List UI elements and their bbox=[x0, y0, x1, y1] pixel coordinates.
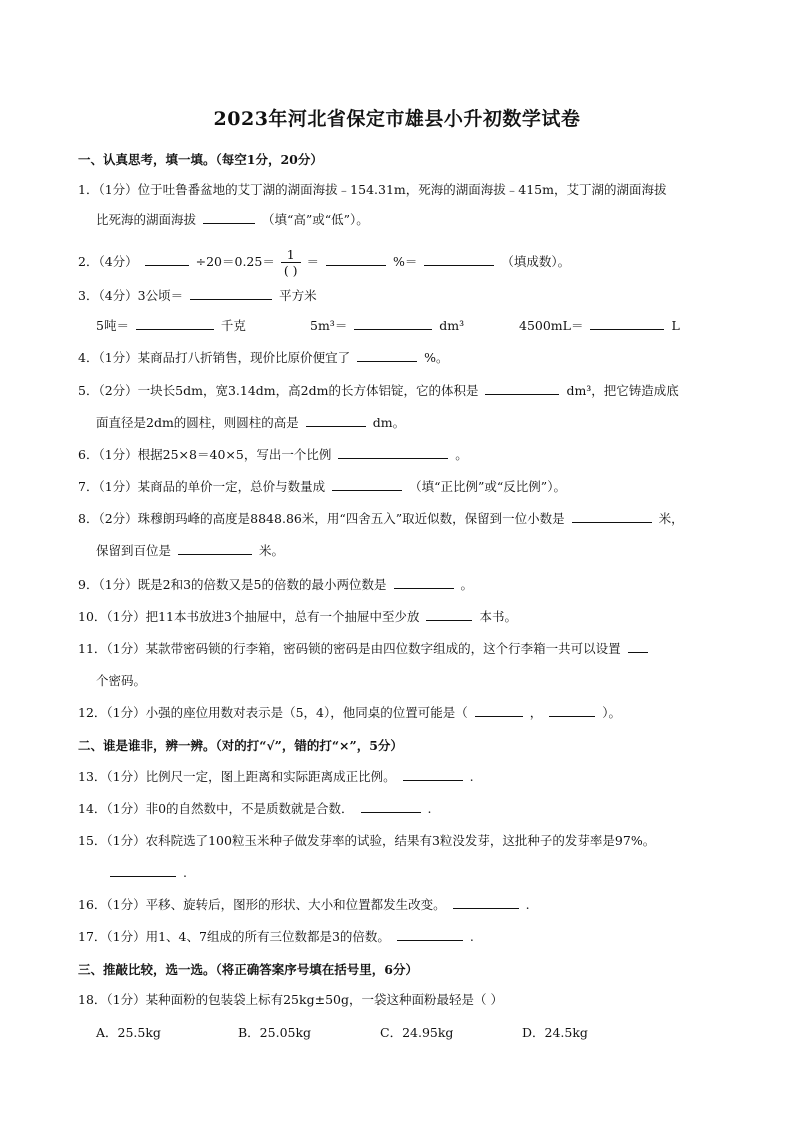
option-d[interactable]: D．24.5kg bbox=[522, 1025, 588, 1040]
question-18: 18．（1分）某种面粉的包装袋上标有25kg±50g，一袋这种面粉最轻是（ ） bbox=[78, 992, 503, 1007]
answer-blank[interactable] bbox=[110, 864, 176, 877]
answer-blank[interactable] bbox=[397, 928, 463, 941]
question-11-line-1: 11．（1分）某款带密码锁的行李箱，密码锁的密码是由四位数字组成的，这个行李箱一共可以设置 bbox=[78, 640, 651, 658]
answer-blank[interactable] bbox=[136, 317, 214, 330]
fraction: $\frac{1}{( )}$ bbox=[281, 247, 301, 278]
question-12: 12．（1分）小强的座位用数对表示是（5，4），他同桌的位置可能是（ ， ）。 bbox=[78, 705, 621, 720]
answer-blank[interactable] bbox=[145, 253, 189, 266]
question-8-line-1: 8．（2分）珠穆朗玛峰的高度是8848.86米，用“四舍五入”取近似数，保留到一位小数是 米， bbox=[78, 511, 684, 526]
answer-blank[interactable] bbox=[453, 896, 519, 909]
answer-blank[interactable] bbox=[475, 704, 523, 717]
answer-blank[interactable] bbox=[403, 768, 463, 781]
answer-blank[interactable] bbox=[361, 800, 421, 813]
question-11-line-2: 个密码。 bbox=[96, 673, 147, 688]
question-1-line-2: 比死海的湖面海拔 （填“高”或“低”）。 bbox=[96, 212, 369, 227]
page-title: 2023年河北省保定市雄县小升初数学试卷 bbox=[213, 108, 581, 130]
section-3-heading: 三、推敲比较，选一选。（将正确答案序号填在括号里，6分） bbox=[78, 962, 418, 977]
question-5-line-2: 面直径是2dm的圆柱，则圆柱的高是 dm。 bbox=[96, 415, 406, 430]
question-1-line-1: 1．（1分）位于吐鲁番盆地的艾丁湖的湖面海拔﹣154.31m，死海的湖面海拔﹣415m，艾丁湖的湖面海拔 bbox=[78, 182, 667, 197]
question-14: 14．（1分）非0的自然数中，不是质数就是合数． . bbox=[78, 801, 432, 816]
question-16: 16．（1分）平移、旋转后，图形的形状、大小和位置都发生改变。 . bbox=[78, 897, 530, 912]
question-5-line-1: 5．（2分）一块长5dm，宽3.14dm，高2dm的长方体铝锭，它的体积是 dm³，把它铸造成底 bbox=[78, 383, 679, 398]
answer-blank[interactable] bbox=[306, 414, 366, 427]
answer-blank[interactable] bbox=[326, 253, 386, 266]
answer-blank[interactable] bbox=[628, 640, 648, 653]
section-1-heading: 一、认真思考，填一填。（每空1分，20分） bbox=[78, 152, 323, 167]
option-b[interactable]: B．25.05kg bbox=[238, 1025, 312, 1040]
answer-blank[interactable] bbox=[394, 576, 454, 589]
question-3-part-1: 5吨＝ 千克 bbox=[96, 318, 246, 333]
answer-blank[interactable] bbox=[178, 542, 252, 555]
answer-blank[interactable] bbox=[426, 608, 472, 621]
question-3: 3．（4分）3公顷＝ 平方米 bbox=[78, 288, 317, 303]
answer-blank[interactable] bbox=[203, 211, 255, 224]
question-18-options bbox=[96, 1024, 664, 1042]
option-c[interactable]: C．24.95kg bbox=[380, 1025, 454, 1040]
answer-blank[interactable] bbox=[424, 253, 494, 266]
answer-blank[interactable] bbox=[354, 317, 432, 330]
question-15-line-1: 15．（1分）农科院选了100粒玉米种子做发芽率的试验，结果有3粒没发芽，这批种子的发芽率是97%。 bbox=[78, 833, 656, 848]
answer-blank[interactable] bbox=[549, 704, 595, 717]
answer-blank[interactable] bbox=[485, 382, 559, 395]
question-4: 4．（1分）某商品打八折销售，现价比原价便宜了 %。 bbox=[78, 350, 449, 365]
question-7: 7．（1分）某商品的单价一定，总价与数量成 （填“正比例”或“反比例”）。 bbox=[78, 479, 566, 494]
question-17: 17．（1分）用1、4、7组成的所有三位数都是3的倍数。 . bbox=[78, 929, 474, 944]
answer-blank[interactable] bbox=[332, 478, 402, 491]
answer-blank[interactable] bbox=[190, 287, 272, 300]
question-10: 10．（1分）把11本书放进3个抽屉中，总有一个抽屉中至少放 本书。 bbox=[78, 609, 517, 624]
section-2-heading: 二、谁是谁非，辨一辨。（对的打“√”，错的打“×”，5分） bbox=[78, 738, 403, 753]
question-9: 9．（1分）既是2和3的倍数又是5的倍数的最小两位数是 。 bbox=[78, 577, 473, 592]
option-a[interactable]: A．25.5kg bbox=[96, 1025, 161, 1040]
question-8-line-2: 保留到百位是 米。 bbox=[96, 543, 284, 558]
question-3-part-2: 5m³＝ dm³ bbox=[310, 318, 465, 333]
answer-blank[interactable] bbox=[357, 349, 417, 362]
question-13: 13．（1分）比例尺一定，图上距离和实际距离成正比例。 . bbox=[78, 769, 474, 784]
question-15-line-2: . bbox=[96, 864, 187, 882]
question-6: 6．（1分）根据25×8＝40×5，写出一个比例 。 bbox=[78, 447, 468, 462]
question-2: 2．（4分） ÷20＝0.25＝ $\frac{1}{( )}$ ＝ %＝ （填成数）。 bbox=[78, 247, 571, 278]
answer-blank[interactable] bbox=[572, 510, 652, 523]
answer-blank[interactable] bbox=[590, 317, 664, 330]
question-3-part-3: 4500mL＝ L bbox=[519, 318, 680, 333]
answer-blank[interactable] bbox=[338, 446, 448, 459]
